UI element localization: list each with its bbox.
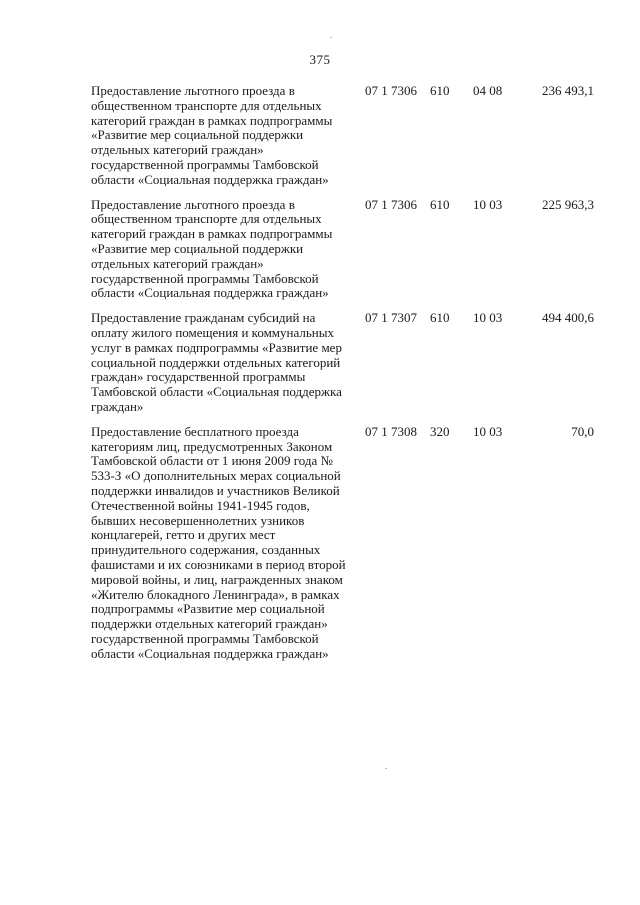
- row-section: 10 03: [473, 310, 503, 326]
- table-row: [0, 198, 640, 302]
- row-target-code: 07 1 7306: [365, 83, 417, 98]
- row-amount: 225 963,3: [542, 196, 594, 212]
- scan-speck-bottom: [385, 768, 387, 769]
- row-target-code: 07 1 7307: [365, 310, 417, 326]
- row-section: 10 03: [473, 423, 503, 439]
- budget-table: [0, 84, 640, 671]
- row-section: 10 03: [473, 196, 503, 212]
- row-amount: 70,0: [571, 423, 594, 439]
- row-target-code: 07 1 7308: [365, 423, 417, 439]
- row-expense-type: 610: [430, 83, 450, 98]
- row-expense-type: 610: [430, 310, 450, 326]
- row-description: Предоставление гражданам субсидий на оплату жилого помещения и коммунальных услуг в рамках подпрограммы «Развитие мер социальной поддержки отдельных категорий граждан» государственной программы Тамбовской области «Социальная поддержка граждан»: [91, 310, 342, 414]
- table-row: [0, 425, 640, 662]
- row-amount: 494 400,6: [542, 310, 594, 326]
- row-section: 04 08: [473, 83, 503, 98]
- row-expense-type: 610: [430, 196, 450, 212]
- row-target-code: 07 1 7306: [365, 196, 417, 212]
- row-description: Предоставление бесплатного проезда категориям лиц, предусмотренных Законом Тамбовской области от 1 июня 2009 года № 533-З «О дополнительных мерах социальной поддержки инвалидов и участников Великой Отечественной войны 1941-1945 годов, бывших несовершеннолетних узников концлагерей, гетто и других мест принудительного содержания, созданных фашистами и их союзниками в период второй мировой войны, и лиц, награжденных знаком «Жителю блокадного Ленинграда», в рамках подпрограммы «Развитие мер социальной поддержки отдельных категорий граждан» государственной программы Тамбовской области «Социальная поддержка граждан»: [91, 423, 346, 661]
- row-expense-type: 320: [430, 423, 450, 439]
- row-description: Предоставление льготного проезда в общественном транспорте для отдельных категорий граждан в рамках подпрограммы «Развитие мер социальной поддержки отдельных категорий граждан» государственной программы Тамбовской области «Социальная поддержка граждан»: [91, 83, 333, 187]
- page-number: 375: [309, 52, 331, 67]
- row-amount: 236 493,1: [542, 83, 594, 98]
- scan-speck-top: [330, 37, 332, 38]
- table-row: [0, 84, 640, 188]
- row-description: Предоставление льготного проезда в общественном транспорте для отдельных категорий граждан в рамках подпрограммы «Развитие мер социальной поддержки отдельных категорий граждан» государственной программы Тамбовской области «Социальная поддержка граждан»: [91, 196, 333, 301]
- table-row: [0, 311, 640, 415]
